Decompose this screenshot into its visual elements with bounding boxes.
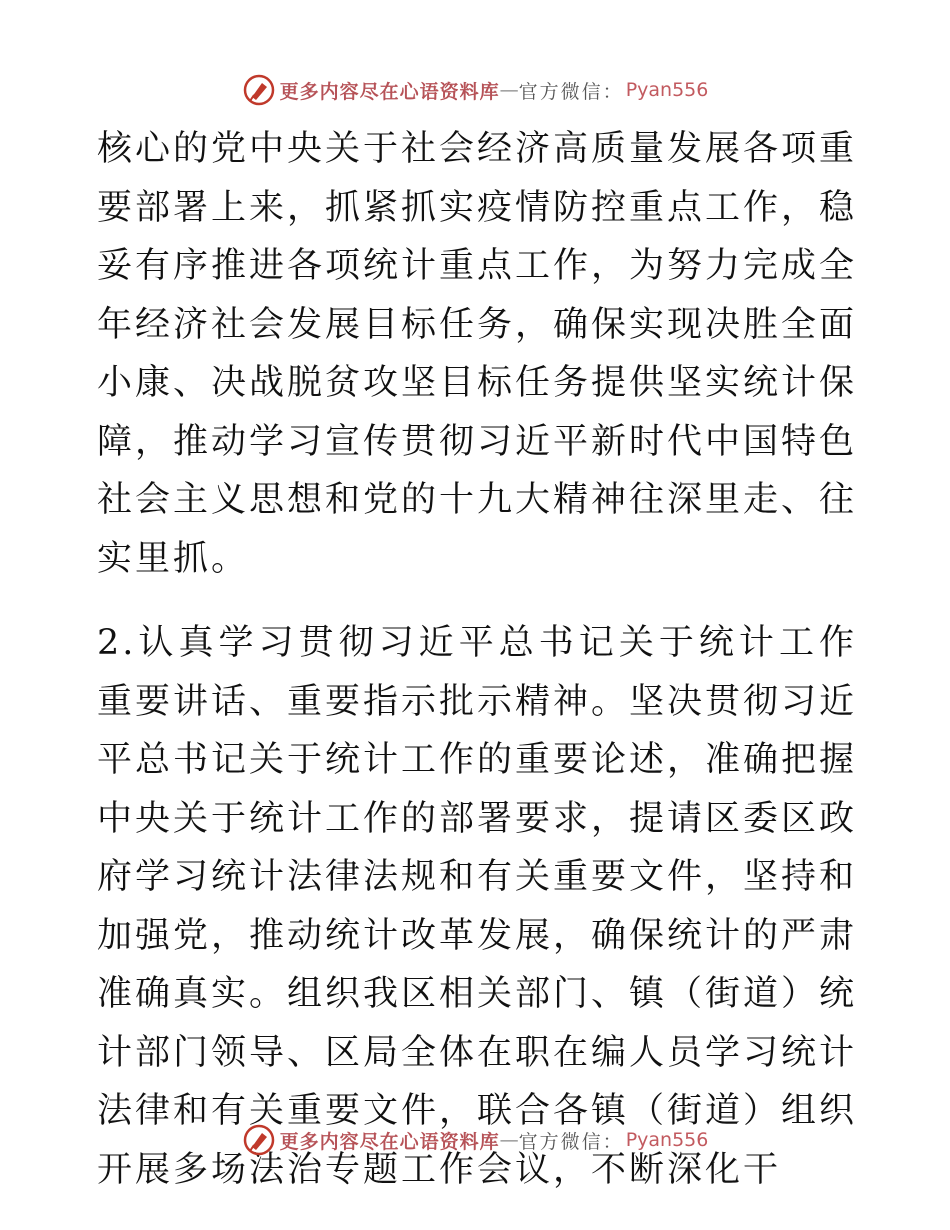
header-brand-text: 更多内容尽在心语资料库 [279,80,500,103]
header-wechat-id: Pyan556 [625,79,709,101]
footer-banner [0,1122,950,1158]
pen-nib-logo-icon [242,1123,276,1157]
header-official-label: 官方微信： [518,80,624,103]
paragraph-1: 核心的党中央关于社会经济高质量发展各项重要部署上来，抓紧抓实疫情防控重点工作，稳妥有序推进各项统计重点工作，为努力完成全年经济社会发展目标任务，确保实现决胜全面小康、决战脱贫攻坚目标任务提供坚实统计保障，推动学习宣传贯彻习近平新时代中国特色社会主义思想和党的十九大精神往深里走、往实里抓。 [97,129,858,579]
footer-separator: — [499,1129,519,1151]
footer-wechat-id: Pyan556 [625,1129,709,1151]
paragraph-2: 2.认真学习贯彻习近平总书记关于统计工作重要讲话、重要指示批示精神。坚决贯彻习近平总书记关于统计工作的重要论述，准确把握中央关于统计工作的部署要求，提请区委区政府学习统计法律法规和有关重要文件，坚持和加强党，推动统计改革发展，确保统计的严肃准确真实。组织我区相关部门、镇（街道）统计部门领导、区局全体在职在编人员学习统计法律和有关重要文件，联合各镇（街道）组织开展多场法治专题工作会议，不断深化干 [97,623,858,1190]
document-body [97,120,857,1199]
footer-official-label: 官方微信： [518,1130,624,1153]
footer-brand-text: 更多内容尽在心语资料库 [279,1130,500,1153]
header-separator: — [499,79,519,101]
pen-nib-logo-icon [242,73,276,107]
header-banner [0,72,950,108]
